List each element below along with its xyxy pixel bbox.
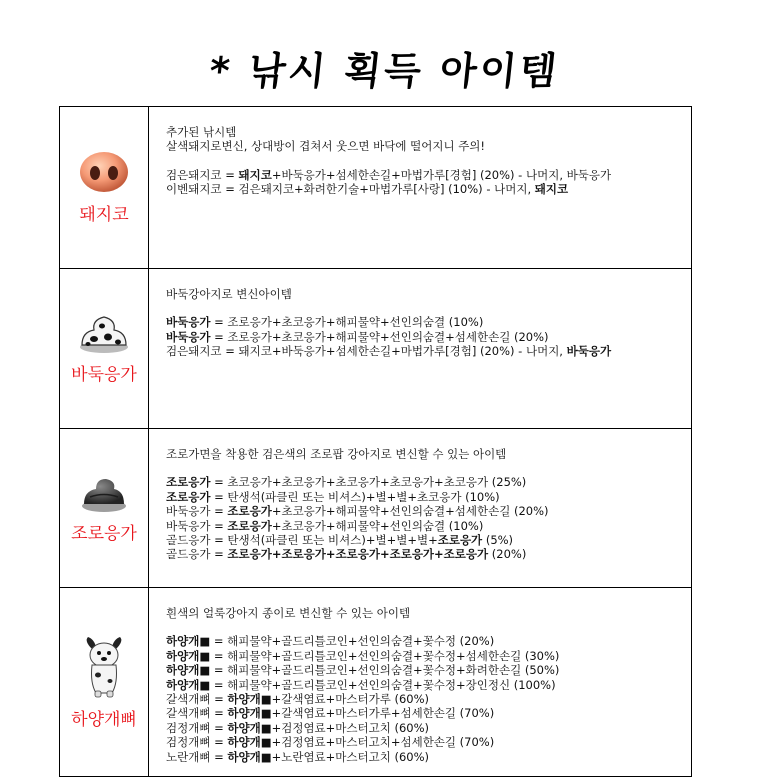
text-span-bold: 하양개■ xyxy=(166,663,211,678)
text-span: 추가된 낚시템 xyxy=(166,125,237,139)
text-line xyxy=(166,519,683,533)
text-line xyxy=(166,649,683,663)
text-line xyxy=(166,721,683,735)
text-span-bold: 하양개■ xyxy=(227,749,272,764)
item-name-label: 조로응가 xyxy=(71,523,137,544)
text-span: = 해피물약+골드리틀코인+선인의숨결+꽃수정+화려한손길 (50%) xyxy=(210,663,560,678)
text-span: 노란개뼈 = xyxy=(166,749,228,764)
text-span: = 탄생석(파클린 또는 비셔스)+별+별+초코응가 (10%) xyxy=(210,489,500,504)
item-name-label: 돼지코 xyxy=(79,205,129,225)
text-span-bold: 하양개■ xyxy=(227,735,272,750)
text-span-bold: 조로응가 xyxy=(227,504,272,519)
text-span-bold: 조로응가 xyxy=(166,489,211,504)
text-span: +갈색염료+마스터가루 (60%) xyxy=(271,692,430,707)
text-span-bold: 바둑응가 xyxy=(566,344,612,359)
text-span-bold: 조로응가 xyxy=(166,475,211,490)
text-line xyxy=(166,634,683,648)
text-line xyxy=(166,750,683,764)
text-span-bold: 하양개■ xyxy=(227,692,272,707)
text-span-bold: 하양개■ xyxy=(166,648,211,663)
text-span: = 해피물약+골드리틀코인+선인의숨결+꽃수정+섬세한손길 (30%) xyxy=(210,648,560,663)
dark-poop-icon xyxy=(80,473,128,513)
text-line xyxy=(166,125,683,139)
text-span: 검정개뼈 = xyxy=(166,735,228,750)
text-span: (5%) xyxy=(482,533,514,548)
text-span: = 해피물약+골드리틀코인+선인의숨결+꽃수정+장인정신 (100%) xyxy=(210,677,556,692)
text-span-bold: 조로응가 xyxy=(227,518,272,533)
item-name-label: 하양개뼈 xyxy=(71,709,137,730)
dalmatian-icon xyxy=(80,635,128,699)
text-span: = 조로응가+초코응가+해피물약+선인의숨결+섬세한손길 (20%) xyxy=(210,329,549,344)
text-span: 검은돼지코 = xyxy=(166,167,239,182)
item-description xyxy=(149,107,692,269)
text-line xyxy=(166,139,683,153)
text-line xyxy=(166,447,683,461)
item-description xyxy=(149,429,692,588)
text-span-bold: 하양개■ xyxy=(227,720,272,735)
text-span: 바둑강아지로 변신아이템 xyxy=(166,287,292,301)
text-span: (20%) xyxy=(488,547,527,562)
text-line xyxy=(166,168,683,182)
text-span: 갈색개뼈 = xyxy=(166,692,228,707)
item-description xyxy=(149,269,692,429)
text-span-bold: 돼지코 xyxy=(238,167,272,182)
text-span: +바둑응가+섬세한손길+마법가루[경험] (20%) - 나머지, 바둑응가 xyxy=(271,167,612,182)
text-line xyxy=(166,182,683,196)
text-span: 이벤돼지코 = 검은돼지코+화려한기술+마법가루[사랑] (10%) - 나머지, xyxy=(166,182,535,197)
text-line xyxy=(166,692,683,706)
text-line xyxy=(166,490,683,504)
text-span: +초코응가+해피물약+선인의숨결+섬세한손길 (20%) xyxy=(271,504,549,519)
text-span: 갈색개뼈 = xyxy=(166,706,228,721)
text-span: = 조로응가+초코응가+해피물약+선인의숨결 (10%) xyxy=(210,315,484,330)
text-span: +노란염료+마스터고치 (60%) xyxy=(271,749,430,764)
table-row xyxy=(60,269,692,429)
text-span: +검정염료+마스터고치+섬세한손길 (70%) xyxy=(271,735,495,750)
item-name-label: 바둑응가 xyxy=(71,365,137,385)
item-icon-cell xyxy=(60,269,149,429)
text-span: = 해피물약+골드리틀코인+선인의숨결+꽃수정 (20%) xyxy=(210,634,495,649)
text-span-bold: 조로응가 xyxy=(437,533,483,548)
text-span: +초코응가+해피물약+선인의숨결 (10%) xyxy=(271,518,484,533)
table-row xyxy=(60,588,692,777)
text-span-bold: 하양개■ xyxy=(166,634,211,649)
text-span: 골드응가 = 탄생석(파클린 또는 비셔스)+별+별+별+ xyxy=(166,533,438,548)
text-line xyxy=(166,344,683,358)
text-span: 바둑응가 = xyxy=(166,504,228,519)
text-span: 검은돼지코 = 돼지코+바둑응가+섬세한손길+마법가루[경험] (20%) - 나머지, xyxy=(166,344,567,359)
text-line xyxy=(166,678,683,692)
text-span: 검정개뼈 = xyxy=(166,720,228,735)
text-line xyxy=(166,315,683,329)
table-row xyxy=(60,107,692,269)
text-span: = 초코응가+초코응가+초코응가+초코응가+초코응가 (25%) xyxy=(210,475,527,490)
text-line xyxy=(166,606,683,620)
item-description xyxy=(149,588,692,777)
item-icon-cell xyxy=(60,588,149,777)
text-span: 골드응가 = xyxy=(166,547,228,562)
table-row xyxy=(60,429,692,588)
text-span-bold: 바둑응가 xyxy=(166,329,211,344)
text-span-bold: 조로응가+조로응가+조로응가+조로응가+조로응가 xyxy=(227,547,489,562)
text-span: +검정염료+마스터고치 (60%) xyxy=(271,720,430,735)
text-span-bold: 돼지코 xyxy=(534,182,569,197)
text-line xyxy=(166,735,683,749)
item-icon-cell xyxy=(60,107,149,269)
item-icon-cell xyxy=(60,429,149,588)
text-line xyxy=(166,706,683,720)
page-title: * 낚시 획득 아이템 xyxy=(207,49,562,93)
text-span: 바둑응가 = xyxy=(166,518,228,533)
text-span: +갈색염료+마스터가루+섬세한손길 (70%) xyxy=(271,706,495,721)
text-line xyxy=(166,330,683,344)
text-span: 흰색의 얼룩강아지 종이로 변신할 수 있는 아이템 xyxy=(166,606,411,620)
text-line xyxy=(166,533,683,547)
text-span-bold: 하양개■ xyxy=(166,677,211,692)
text-line xyxy=(166,504,683,518)
text-span-bold: 하양개■ xyxy=(227,706,272,721)
text-line xyxy=(166,547,683,561)
pig-nose-icon xyxy=(78,150,130,194)
text-line xyxy=(166,475,683,489)
text-span: 조로가면을 착용한 검은색의 조로팝 강아지로 변신할 수 있는 아이템 xyxy=(166,447,507,461)
text-line xyxy=(166,287,683,301)
fishing-items-table xyxy=(59,106,692,777)
spotted-poop-icon xyxy=(78,312,130,354)
text-span: 살색돼지로변신, 상대방이 겹쳐서 웃으면 바닥에 떨어지니 주의! xyxy=(166,139,486,154)
text-span-bold: 바둑응가 xyxy=(166,315,211,330)
text-line xyxy=(166,663,683,677)
